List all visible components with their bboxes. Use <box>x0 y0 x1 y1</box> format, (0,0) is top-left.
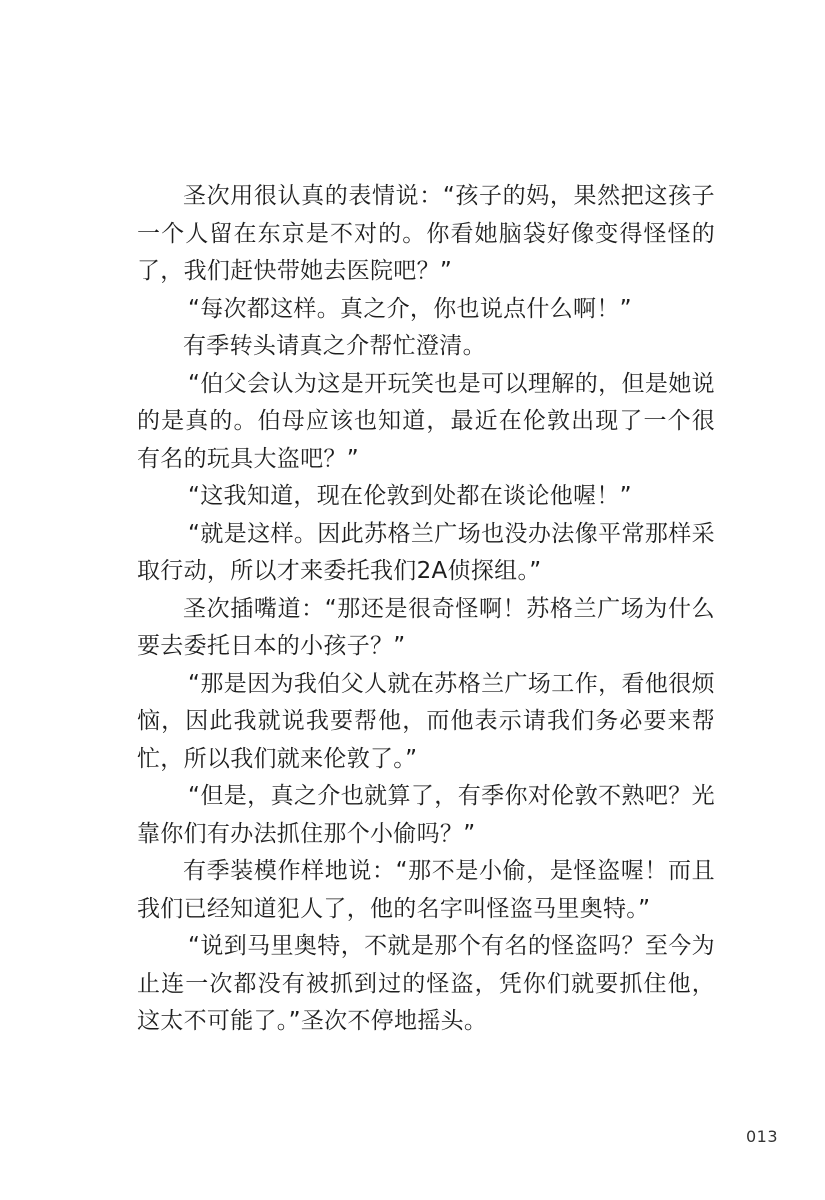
paragraph: “伯父会认为这是开玩笑也是可以理解的，但是她说的是真的。伯母应该也知道，最近在伦敦出现了一个很有名的玩具大盗吧？” <box>137 370 715 472</box>
paragraph: “那是因为我伯父人就在苏格兰广场工作，看他很烦恼，因此我就说我要帮他，而他表示请我们务必要来帮忙，所以我们就来伦敦了。” <box>137 670 715 772</box>
page-body <box>137 178 715 1041</box>
paragraph: “但是，真之介也就算了，有季你对伦敦不熟吧？光靠你们有办法抓住那个小偷吗？” <box>137 783 715 847</box>
paragraph: 有季转头请真之介帮忙澄清。 <box>183 333 486 359</box>
paragraph: “说到马里奥特，不就是那个有名的怪盗吗？至今为止连一次都没有被抓到过的怪盗，凭你们就要抓住他，这太不可能了。”圣次不停地摇头。 <box>137 933 715 1034</box>
paragraph: 有季装模作样地说：“那不是小偷，是怪盗喔！而且我们已经知道犯人了，他的名字叫怪盗马里奥特。” <box>137 858 715 922</box>
paragraph: 圣次用很认真的表情说：“孩子的妈，果然把这孩子一个人留在东京是不对的。你看她脑袋好像变得怪怪的了，我们赶快带她去医院吧？” <box>137 183 715 284</box>
paragraph: “这我知道，现在伦敦到处都在谈论他喔！” <box>188 483 632 509</box>
paragraph: “每次都这样。真之介，你也说点什么啊！” <box>188 295 632 322</box>
page-number: 013 <box>745 1127 778 1146</box>
paragraph: 圣次插嘴道：“那还是很奇怪啊！苏格兰广场为什么要去委托日本的小孩子？” <box>137 595 715 659</box>
paragraph: “就是这样。因此苏格兰广场也没办法像平常那样采取行动，所以才来委托我们2A侦探组。” <box>137 520 715 584</box>
